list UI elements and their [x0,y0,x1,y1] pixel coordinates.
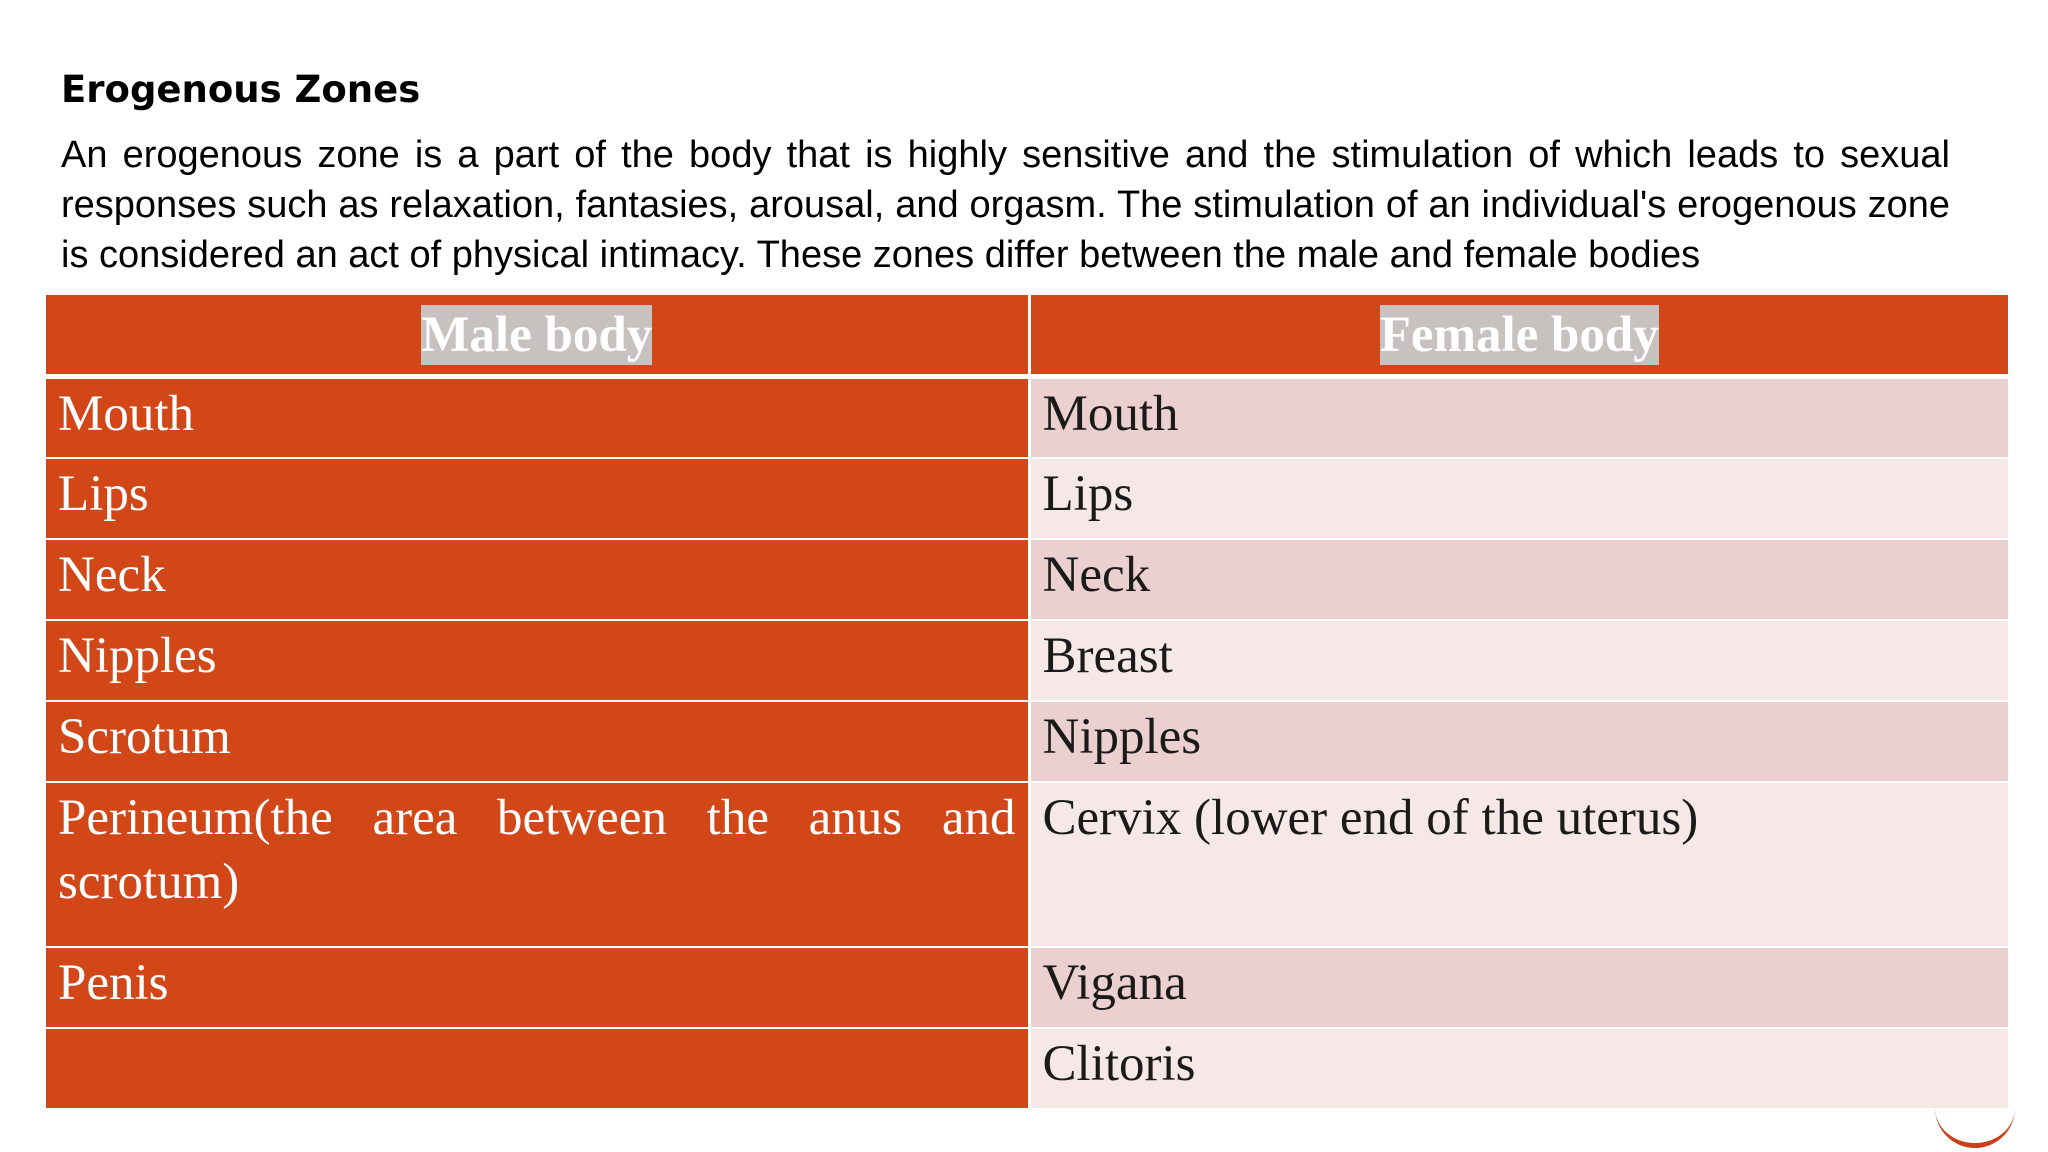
male-zone-text: Penis [58,954,169,1011]
female-zone-text: Lips [1042,465,1134,522]
female-body-header-label: Female body [1379,306,1659,363]
table-row [46,947,2008,1028]
female-zone-cell [1029,620,2008,701]
male-zone-text: Perineum(the area between the anus and scrotum) [58,789,1016,910]
erogenous-zones-table [46,295,2008,1110]
male-zone-cell [46,947,1029,1028]
male-zone-text: Lips [58,465,149,522]
female-zone-text: Vigana [1042,954,1187,1011]
female-body-header [1029,295,2008,377]
table-row [46,620,2008,701]
male-zone-text [58,1029,1016,1032]
table-row [46,377,2008,458]
male-zone-cell [46,377,1029,458]
male-zone-cell [46,620,1029,701]
female-zone-text: Mouth [1042,386,1179,442]
male-zone-text: Nipples [58,627,217,684]
female-zone-cell [1029,458,2008,539]
male-zone-text: Mouth [58,386,195,442]
female-zone-cell [1029,947,2008,1028]
male-zone-cell [46,539,1029,620]
page-title: Erogenous Zones [61,68,421,111]
female-zone-text: Neck [1042,546,1151,603]
male-zone-text: Scrotum [58,708,231,765]
male-zone-cell [46,782,1029,947]
table-row [46,539,2008,620]
table-header-row [46,295,2008,377]
male-zone-text: Neck [58,546,166,603]
female-zone-cell [1029,377,2008,458]
intro-paragraph: An erogenous zone is a part of the body that is highly sensitive and the stimulation of which leads to sexual responses such as relaxation, fantasies, arousal, and orgasm. The stimulation of an individual's erogenous zone is considered an act of physical intimacy. These zones differ between the male and female bodies [61,134,1950,276]
female-zone-cell [1029,539,2008,620]
male-zone-cell [46,458,1029,539]
table-row [46,458,2008,539]
table-row [46,1028,2008,1109]
female-zone-text: Cervix (lower end of the uterus) [1042,789,1699,846]
male-body-header-label: Male body [421,306,653,363]
female-zone-cell [1029,701,2008,782]
male-zone-cell [46,1028,1029,1109]
table-row [46,701,2008,782]
female-zone-text: Clitoris [1042,1035,1196,1092]
female-zone-cell [1029,1028,2008,1109]
table-row [46,782,2008,947]
female-zone-cell [1029,782,2008,947]
female-zone-text: Nipples [1042,708,1202,765]
male-body-header [46,295,1029,377]
slide-corner-logo-icon [1935,1108,2015,1148]
male-zone-cell [46,701,1029,782]
female-zone-text: Breast [1042,627,1173,684]
